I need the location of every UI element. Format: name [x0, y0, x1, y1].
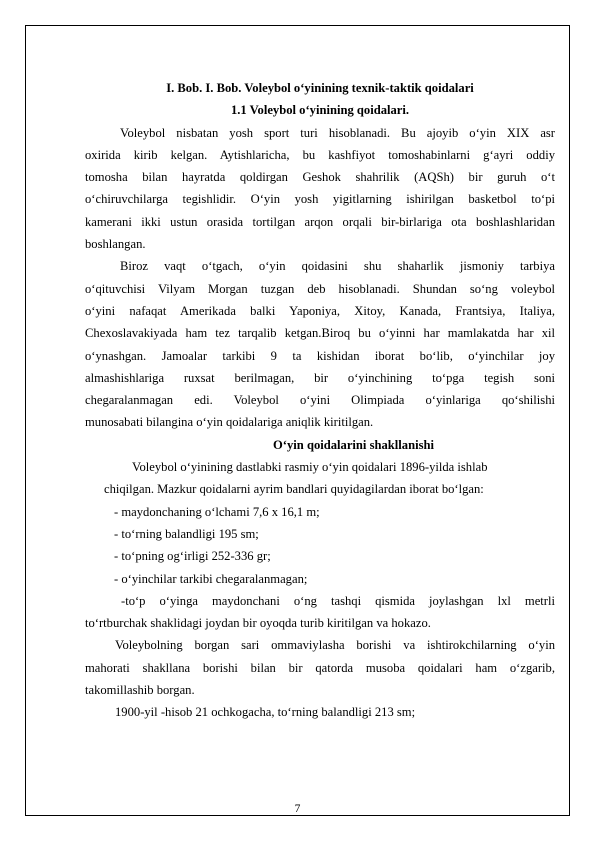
text-line: to‘rtburchak shaklidagi joydan bir oyoqda turib kiritilgan va hokazo. [85, 616, 431, 631]
text-line: Voleybol o‘yinining dastlabki rasmiy o‘yin qoidalari 1896-yilda ishlab [132, 460, 488, 475]
text-line: oxirida kirib kelgan. Aytishlaricha, bu kashfiyot tomoshabinlarni g‘ayri oddiy [85, 147, 555, 162]
paragraph-3 [85, 456, 555, 501]
paragraph-2 [85, 255, 555, 433]
paragraph-5 [85, 634, 555, 701]
list-item: - maydonchaning o‘lchami 7,6 x 16,1 m; [114, 504, 320, 519]
text-line: chiqilgan. Mazkur qoidalarni ayrim bandlari quyidagilardan iborat bo‘lgan: [104, 482, 484, 497]
text-line: -to‘p o‘yinga maydonchani o‘ng tashqi qismida joylashgan lxl metrli [121, 593, 555, 608]
chapter-heading: I. Bob. I. Bob. Voleybol o‘yinining texnik-taktik qoidalari [166, 81, 474, 95]
text-line: chegaralanmagan edi. Voleybol o‘yini Olimpiada o‘yinlariga qo‘shilishi [85, 393, 555, 408]
page-number: 7 [294, 803, 301, 815]
text-line: o‘chiruvchilarga tegishlidir. O‘yin yosh yigitlarning ishirilgan basketbol to‘pi [85, 192, 555, 207]
text-line: munosabati bilangina o‘yin qoidalariga aniqlik kiritilgan. [85, 415, 374, 430]
text-line: kamerani ikki ustun orasida tortilgan arqon orqali bir-birlariga ota boshlashlaridan [85, 214, 555, 229]
text-line: tomosha bilan hayratda qoldirgan Geshok shahrilik (AQSh) bir guruh o‘t [85, 170, 555, 185]
list-item: - to‘pning og‘irligi 252-336 gr; [114, 549, 271, 564]
text-line: o‘ynashgan. Jamoalar tarkibi 9 ta kishidan iborat bo‘lib, o‘yinchilar joy [85, 348, 555, 363]
text-line: Chexoslavakiyada ham tez tarqalib ketgan.Biroq bu o‘yinni har mamlakatda har xil [85, 326, 555, 341]
section-heading: 1.1 Voleybol o‘yinining qoidalari. [230, 103, 410, 118]
paragraph-1 [85, 122, 555, 256]
text-line: o‘qituvchisi Vilyam Morgan tuzgan deb hisoblanadi. Shundan so‘ng voleybol [85, 281, 555, 296]
rules-list [85, 501, 555, 590]
subsection-heading: O‘yin qoidalarini shakllanishi [273, 437, 434, 452]
list-item: - o‘yinchilar tarkibi chegaralanmagan; [114, 571, 308, 586]
text-line: almashishlariga ruxsat berilmagan, bir o‘yinchining to‘pga tegish soni [85, 370, 555, 385]
text-line: takomillashib borgan. [85, 683, 195, 698]
text-line: boshlangan. [85, 237, 146, 252]
text-line: o‘yini nafaqat Amerikada balki Yaponiya, Xitoy, Kanada, Frantsiya, Italiya, [85, 303, 555, 318]
text-line: Voleybolning borgan sari ommaviylasha borishi va ishtirokchilarning o‘yin [115, 638, 555, 653]
text-line: Biroz vaqt o‘tgach, o‘yin qoidasini shu shaharlik jismoniy tarbiya [120, 259, 555, 274]
text-line: mahorati shakllana borishi bilan bir qatorda musoba qoidalari ham o‘zgarib, [85, 660, 555, 675]
paragraph-4 [85, 590, 555, 635]
document-body [85, 77, 555, 724]
list-item: - to‘rning balandligi 195 sm; [114, 526, 259, 541]
text-line: Voleybol nisbatan yosh sport turi hisoblanadi. Bu ajoyib o‘yin XIX asr [120, 125, 555, 140]
paragraph-6: 1900-yil -hisob 21 ochkogacha, to‘rning balandligi 213 sm; [115, 705, 416, 720]
